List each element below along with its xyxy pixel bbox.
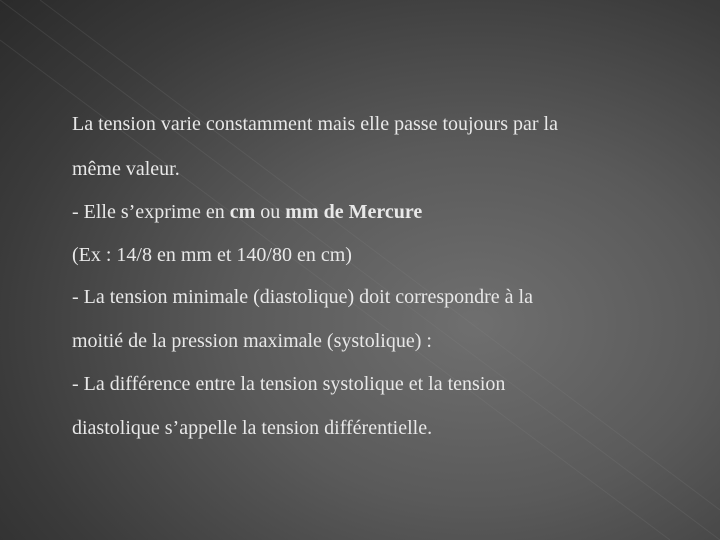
text-line-3 <box>72 200 422 224</box>
text-line-1: La tension varie constamment mais elle passe toujours par la <box>72 113 558 135</box>
text-line-3-prefix: - Elle s’exprime en <box>72 201 230 223</box>
unit-cm: cm <box>229 201 256 223</box>
text-line-7: - La différence entre la tension systolique et la tension <box>72 373 506 395</box>
text-line-4: (Ex : 14/8 en mm et 140/80 en cm) <box>72 244 352 266</box>
text-line-2: même valeur. <box>72 158 180 180</box>
unit-mm-mercure: mm de Mercure <box>285 201 423 223</box>
text-line-6: moitié de la pression maximale (systolique) : <box>72 330 432 352</box>
text-line-5: - La tension minimale (diastolique) doit correspondre à la <box>72 286 533 308</box>
text-line-3-connector: ou <box>255 201 286 223</box>
text-line-8: diastolique s’appelle la tension différentielle. <box>72 417 433 439</box>
